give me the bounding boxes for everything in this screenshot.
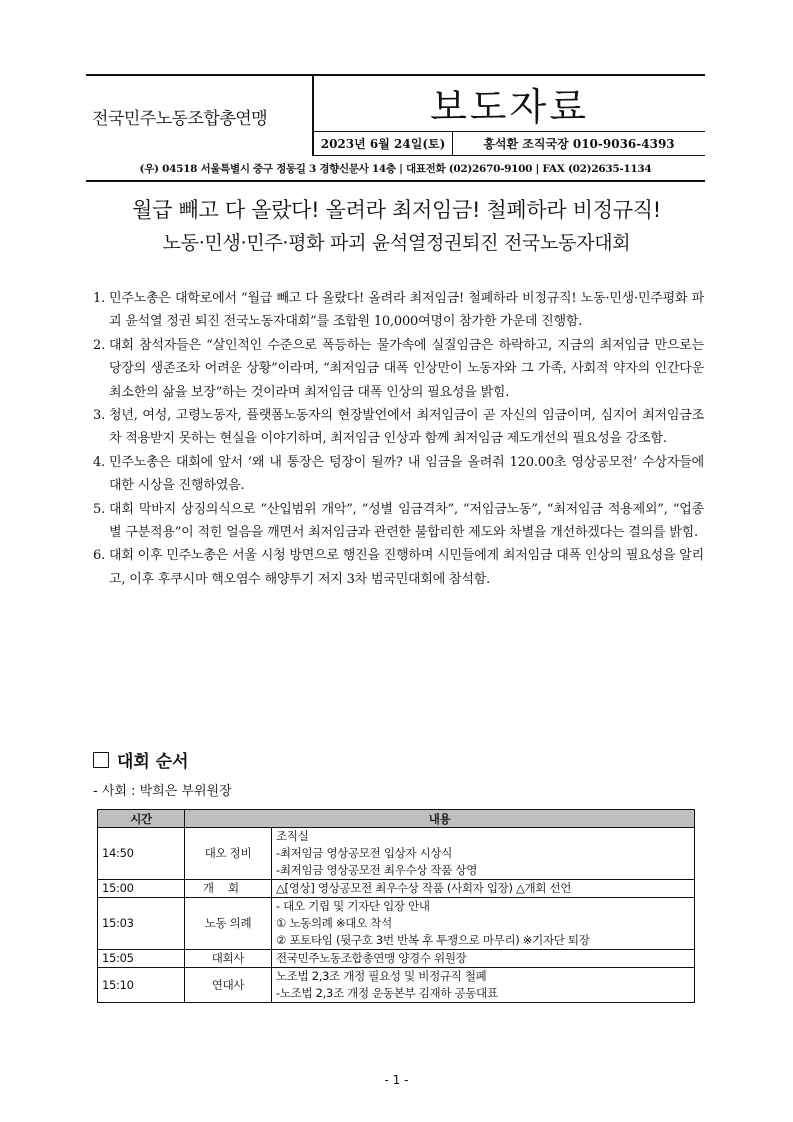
list-item bbox=[93, 404, 704, 451]
list-item bbox=[93, 451, 704, 498]
item-text: 청년, 여성, 고령노동자, 플랫폼노동자의 현장발언에서 최저임금이 곧 자신의 임금이며, 심지어 최저임금조차 적용받지 못하는 현실을 이야기하며, 최저임금 인상과 함께 최저임금 제도개선의 필요성을 강조함. bbox=[109, 408, 704, 447]
content-line: -노조법 2,3조 개정 운동본부 김재하 공동대표 bbox=[276, 986, 498, 1000]
content-line: △[영상] 영상공모전 최우수상 작품 (사회자 입장) △개회 선언 bbox=[276, 881, 572, 895]
col-header-content: 내용 bbox=[185, 810, 695, 828]
content-line: ② 포토타임 (뒷구호 3번 반복 후 투쟁으로 마무리) ※기자단 퇴장 bbox=[276, 933, 590, 947]
press-release-header bbox=[86, 74, 705, 182]
item-number: 4. bbox=[93, 454, 106, 470]
table-header-row bbox=[98, 810, 695, 828]
item-text: 대회 이후 민주노총은 서울 시청 방면으로 행진을 진행하며 시민들에게 최저임금 대폭 인상의 필요성을 알리고, 이후 후쿠시마 핵오염수 해양투기 저지 3차 범국민대회에 참석함. bbox=[109, 548, 704, 587]
program-section-title bbox=[93, 747, 189, 772]
content-line: 조직실 bbox=[276, 829, 309, 843]
row-time: 15:05 bbox=[98, 950, 185, 968]
body-list bbox=[93, 287, 704, 591]
row-program: 대회사 bbox=[185, 950, 272, 968]
item-text: 대회 참석자들은 “살인적인 수준으로 폭등하는 물가속에 실질임금은 하락하고, 지금의 최저임금 만으로는 당장의 생존조차 어려운 상황”이라며, “최저임금 대폭 인상만이 노동자와 그 가족, 사회적 약자의 인간다운 최소한의 삶을 보장”하는 것이라며 최저임금 대폭 인상의 필요성을 밝힘. bbox=[109, 337, 704, 400]
content-line: 전국민주노동조합총연맹 양경수 위원장 bbox=[276, 951, 467, 965]
content-line: -최저임금 영상공모전 입상자 시상식 bbox=[276, 846, 453, 860]
item-text: 민주노총은 대회에 앞서 ‘왜 내 통장은 텅장이 될까? 내 임금을 올려줘 120.00초 영상공모전’ 수상자들에 대한 시상을 진행하였음. bbox=[109, 454, 704, 494]
content-line: 노조법 2,3조 개정 필요성 및 비정규직 철폐 bbox=[276, 969, 487, 983]
row-program-text: 개회 bbox=[202, 881, 254, 895]
item-number: 1. bbox=[93, 291, 106, 306]
header-main-row bbox=[86, 76, 705, 156]
row-program bbox=[185, 880, 272, 898]
mc-line: - 사회 : 박희은 부위원장 bbox=[93, 784, 232, 799]
row-program: 연대사 bbox=[185, 968, 272, 1003]
row-content bbox=[272, 898, 695, 950]
row-time: 15:10 bbox=[98, 968, 185, 1003]
table-row bbox=[98, 968, 695, 1003]
table-row bbox=[98, 828, 695, 880]
row-time: 14:50 bbox=[98, 828, 185, 880]
header-right-cell bbox=[312, 76, 705, 156]
contact-info: 홍석환 조직국장 010-9036-4393 bbox=[483, 137, 675, 151]
list-item bbox=[93, 498, 704, 545]
item-number: 2. bbox=[93, 337, 106, 353]
release-date: 2023년 6월 24일(토) bbox=[314, 132, 453, 155]
address-line: (우) 04518 서울특별시 중구 정동길 3 경향신문사 14층 | 대표전화 (02)2670-9100 | FAX (02)2635-1134 bbox=[86, 156, 705, 182]
headline-subtitle: 노동·민생·민주·평화 파괴 윤석열정권퇴진 전국노동자대회 bbox=[162, 232, 631, 254]
row-time: 15:00 bbox=[98, 880, 185, 898]
content-line: - 대오 기립 및 기자단 입장 안내 bbox=[276, 899, 430, 913]
page-number: - 1 - bbox=[384, 1073, 409, 1087]
row-content bbox=[272, 950, 695, 968]
org-name: 전국민주노동조합총연맹 bbox=[92, 108, 268, 129]
row-content bbox=[272, 968, 695, 1003]
row-program: 노동 의례 bbox=[185, 898, 272, 950]
content-line: ① 노동의례 ※대오 착석 bbox=[276, 916, 392, 930]
col-header-time: 시간 bbox=[98, 810, 185, 828]
list-item bbox=[93, 287, 704, 334]
list-item bbox=[93, 544, 704, 591]
item-number: 6. bbox=[93, 548, 106, 564]
list-item bbox=[93, 334, 704, 404]
schedule-table bbox=[97, 809, 695, 1003]
row-content bbox=[272, 880, 695, 898]
table-row bbox=[98, 950, 695, 968]
content-line: -최저임금 영상공모전 최우수상 작품 상영 bbox=[276, 863, 478, 877]
doc-type-title: 보도자료 bbox=[430, 85, 589, 129]
program-title-text: 대회 순서 bbox=[117, 752, 189, 772]
table-row bbox=[98, 898, 695, 950]
row-time: 15:03 bbox=[98, 898, 185, 950]
item-text: 민주노총은 대학로에서 “월급 빼고 다 올랐다! 올려라 최저임금! 철폐하라 비정규직! 노동·민생·민주평화 파괴 윤석열 정권 퇴진 전국노동자대회”를 조합원 10,000여명이 참가한 가운데 진행함. bbox=[109, 291, 704, 330]
checkbox-square-icon bbox=[93, 752, 109, 768]
item-number: 3. bbox=[93, 408, 106, 424]
row-content bbox=[272, 828, 695, 880]
headline-title: 월급 빼고 다 올랐다! 올려라 최저임금! 철폐하라 비정규직! bbox=[132, 198, 661, 222]
date-contact-row bbox=[314, 131, 705, 156]
item-number: 5. bbox=[93, 501, 106, 517]
row-program: 대오 정비 bbox=[185, 828, 272, 880]
table-row bbox=[98, 880, 695, 898]
item-text: 대회 막바지 상징의식으로 “산입범위 개악”, “성별 임금격차”, “저임금노동”, “최저임금 적용제외”, “업종별 구분적용”이 적힌 얼음을 깨면서 최저임금과 관련한 불합리한 제도와 차별을 개선하겠다는 결의를 밝힘. bbox=[109, 501, 704, 541]
